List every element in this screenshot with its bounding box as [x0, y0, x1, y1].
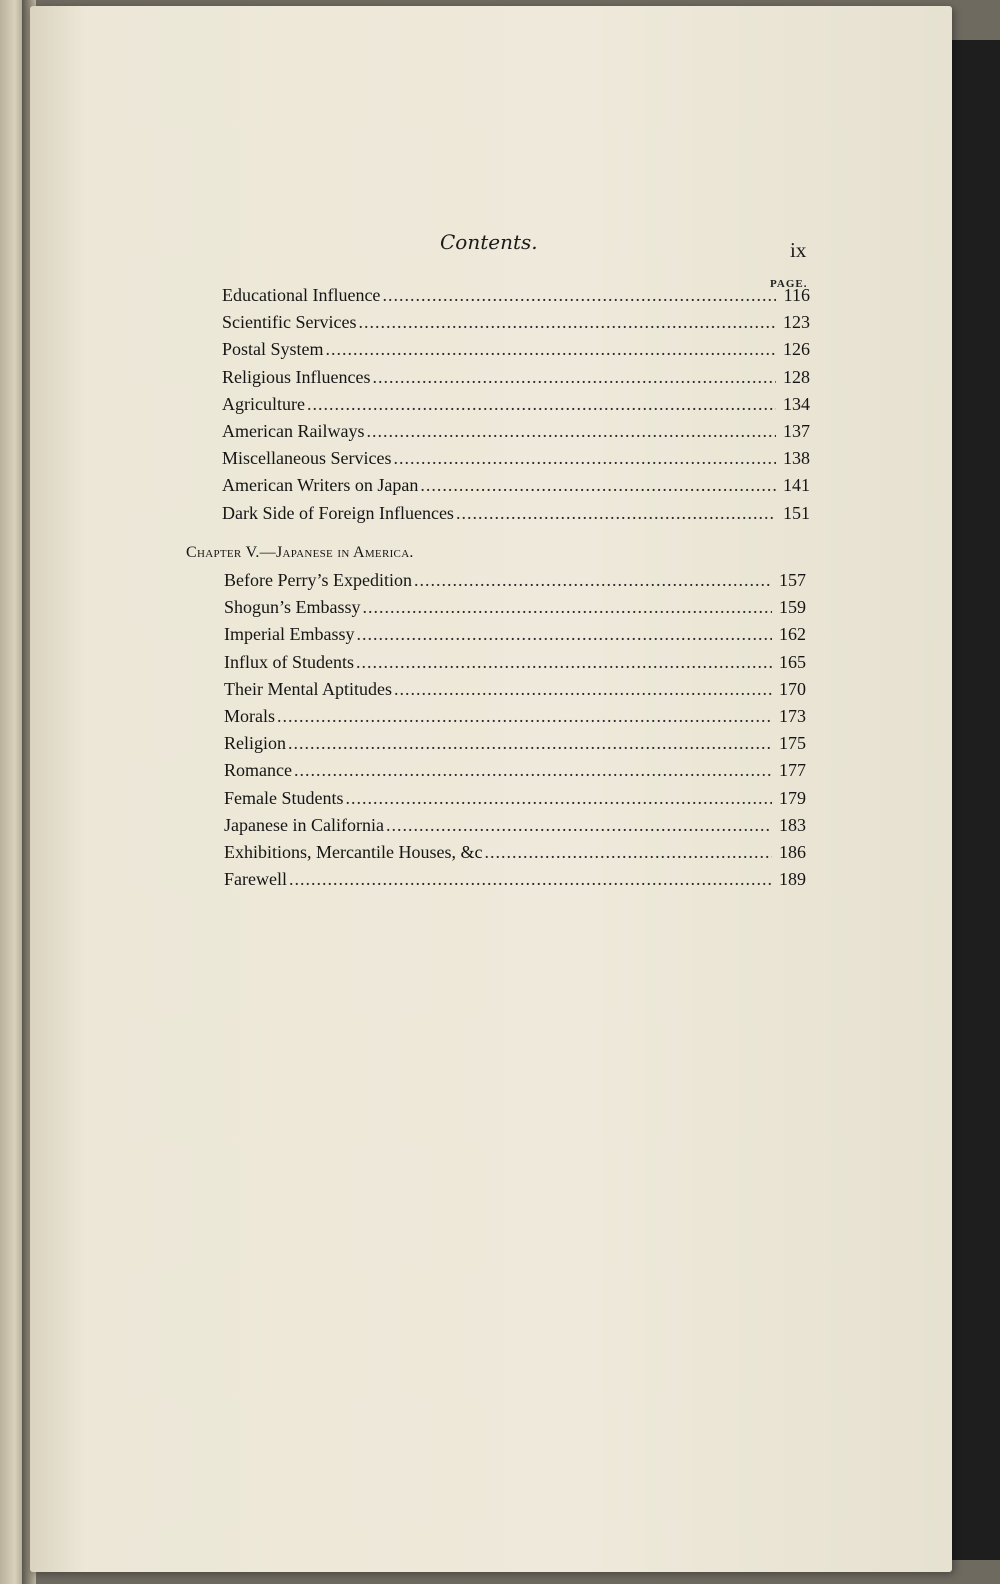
toc-entry-page: 134	[783, 393, 810, 414]
toc-entry	[224, 733, 806, 760]
toc-entry-title: American Railways	[222, 420, 365, 441]
toc-entry-page: 170	[779, 678, 806, 699]
dot-leader	[372, 367, 776, 388]
dot-leader	[382, 285, 776, 306]
toc-entry-page: 138	[783, 448, 810, 469]
toc-entry	[224, 624, 806, 651]
toc-entry-title: Before Perry’s Expedition	[224, 570, 412, 590]
toc-entry-title: Postal System	[222, 339, 324, 360]
toc-entry	[224, 842, 806, 869]
chapter-heading: Chapter V.—Japanese in America.	[186, 544, 414, 561]
toc-entry-title: Religious Influences	[222, 366, 371, 387]
toc-section-chapter-v	[224, 570, 806, 896]
dot-leader	[346, 788, 773, 809]
dot-leader	[356, 652, 772, 673]
toc-entry	[222, 285, 810, 312]
book-page	[30, 6, 952, 1572]
toc-entry	[222, 448, 810, 475]
toc-entry	[224, 597, 806, 624]
dot-leader	[386, 815, 772, 836]
toc-entry	[224, 570, 806, 597]
toc-entry-title: Japanese in California	[224, 814, 384, 835]
toc-entry	[224, 869, 806, 896]
dot-leader	[366, 421, 776, 442]
toc-entry-page: 177	[779, 760, 806, 781]
toc-entry	[222, 367, 810, 394]
dot-leader	[393, 448, 776, 469]
toc-section-chapter-iv	[222, 285, 810, 530]
toc-entry	[222, 421, 810, 448]
toc-entry	[222, 475, 810, 502]
dot-leader	[363, 597, 772, 618]
dot-leader	[414, 570, 772, 591]
dot-leader	[358, 312, 776, 333]
toc-entry-page: 151	[783, 502, 810, 523]
toc-entry	[224, 815, 806, 842]
toc-entry-title: Miscellaneous Services	[222, 448, 392, 469]
toc-entry-page: 137	[783, 420, 810, 441]
toc-entry-title: Romance	[224, 760, 292, 781]
toc-entry	[224, 788, 806, 815]
toc-entry-title: Influx of Students	[224, 651, 354, 672]
toc-entry-title: Agriculture	[222, 393, 305, 414]
toc-entry-title: Dark Side of Foreign Influences	[222, 502, 454, 523]
toc-entry-page: 175	[779, 733, 806, 754]
dot-leader	[394, 679, 772, 700]
toc-entry	[224, 679, 806, 706]
toc-entry-title: Educational Influence	[222, 285, 381, 305]
toc-entry-page: 141	[783, 475, 810, 496]
toc-entry-title: Farewell	[224, 869, 287, 890]
toc-entry-page: 116	[783, 285, 810, 305]
dot-leader	[326, 339, 776, 360]
toc-entry-title: Exhibitions, Mercantile Houses, &c	[224, 841, 483, 862]
dot-leader	[420, 475, 776, 496]
toc-entry-page: 179	[779, 787, 806, 808]
toc-entry-page: 126	[783, 339, 810, 360]
toc-entry-title: American Writers on Japan	[222, 475, 419, 496]
toc-entry-title: Scientific Services	[222, 312, 357, 333]
dot-leader	[289, 869, 772, 890]
toc-entry-page: 128	[783, 366, 810, 387]
toc-entry	[224, 652, 806, 679]
toc-entry-title: Shogun’s Embassy	[224, 597, 361, 618]
toc-entry	[222, 312, 810, 339]
page-column-label: PAGE.	[770, 278, 808, 290]
toc-entry-title: Religion	[224, 733, 286, 754]
toc-entry	[224, 760, 806, 787]
toc-entry-title: Their Mental Aptitudes	[224, 678, 392, 699]
page-number: ix	[790, 238, 807, 262]
toc-entry-page: 123	[783, 312, 810, 333]
toc-entry-title: Morals	[224, 705, 275, 726]
running-head: Contents.	[440, 230, 538, 254]
toc-entry-page: 173	[779, 705, 806, 726]
toc-entry-page: 165	[779, 651, 806, 672]
dot-leader	[356, 624, 772, 645]
toc-entry-title: Female Students	[224, 787, 344, 808]
toc-entry-page: 189	[779, 869, 806, 890]
dot-leader	[277, 706, 772, 727]
toc-entry	[222, 394, 810, 421]
toc-entry-page: 183	[779, 814, 806, 835]
dot-leader	[288, 733, 772, 754]
book-cover-board	[952, 40, 1000, 1560]
dot-leader	[307, 394, 776, 415]
toc-entry	[224, 706, 806, 733]
dot-leader	[294, 760, 772, 781]
toc-entry-title: Imperial Embassy	[224, 624, 355, 645]
dot-leader	[484, 842, 772, 863]
dot-leader	[456, 503, 776, 524]
toc-entry-page: 186	[779, 841, 806, 862]
toc-entry-page: 159	[779, 597, 806, 618]
toc-entry	[222, 503, 810, 530]
toc-entry-page: 162	[779, 624, 806, 645]
toc-entry-page: 157	[779, 570, 806, 590]
toc-entry	[222, 339, 810, 366]
